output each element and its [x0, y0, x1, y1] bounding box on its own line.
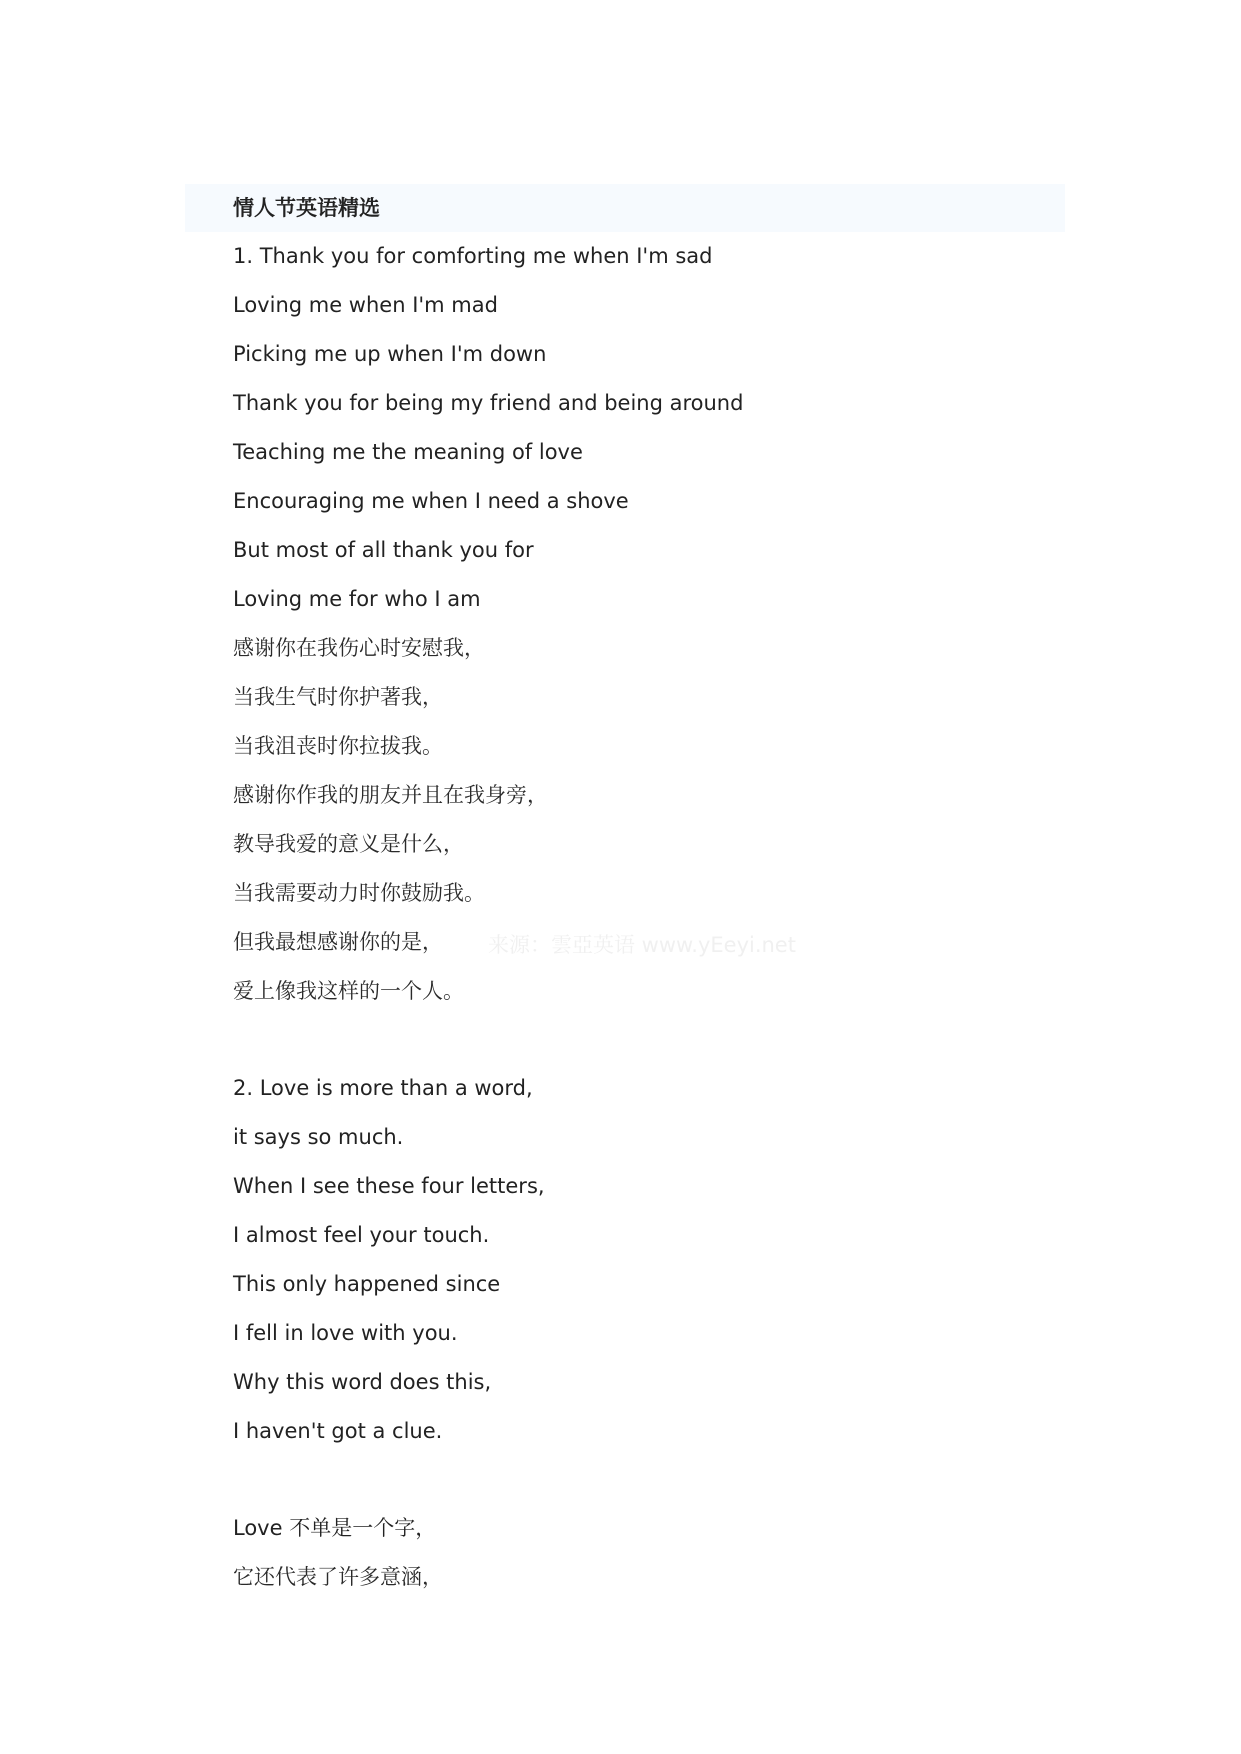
poem2-line-2: it says so much. [233, 1125, 404, 1149]
poem1-line-6: Encouraging me when I need a shove [233, 489, 629, 513]
poem2-line-1: 2. Love is more than a word, [233, 1076, 533, 1100]
page-title: 情人节英语精选 [233, 196, 380, 220]
poem1-line-1: 1. Thank you for comforting me when I'm sad [233, 244, 713, 268]
poem1-line-8: Loving me for who I am [233, 587, 481, 611]
poem2-line-4: I almost feel your touch. [233, 1223, 490, 1247]
poem1-zh-line-2: 当我生气时你护著我， [233, 685, 443, 709]
poem2-line-3: When I see these four letters, [233, 1174, 545, 1198]
poem2-line-7: Why this word does this, [233, 1370, 492, 1394]
poem1-zh-line-6: 当我需要动力时你鼓励我。 [233, 881, 485, 905]
poem1-zh-line-3: 当我沮丧时你拉拔我。 [233, 734, 443, 758]
poem2-zh-line-1-zh: 不单是一个字， [282, 1516, 437, 1540]
poem2-line-8: I haven't got a clue. [233, 1419, 443, 1443]
poem2-zh-line-1-en: Love [233, 1516, 283, 1540]
poem2-line-6: I fell in love with you. [233, 1321, 458, 1345]
poem2-line-5: This only happened since [233, 1272, 501, 1296]
poem1-line-7: But most of all thank you for [233, 538, 534, 562]
poem1-line-3: Picking me up when I'm down [233, 342, 547, 366]
poem1-zh-line-8: 爱上像我这样的一个人。 [233, 979, 464, 1003]
poem1-zh-line-1: 感谢你在我伤心时安慰我， [233, 636, 485, 660]
poem2-zh-line-2: 它还代表了许多意涵， [233, 1565, 443, 1589]
poem1-line-2: Loving me when I'm mad [233, 293, 498, 317]
poem1-line-4: Thank you for being my friend and being around [233, 391, 744, 415]
poem2-zh-line-1 [233, 1514, 436, 1542]
poem1-zh-line-5: 教导我爱的意义是什么， [233, 832, 464, 856]
poem1-zh-line-4: 感谢你作我的朋友并且在我身旁， [233, 783, 548, 807]
poem1-line-5: Teaching me the meaning of love [233, 440, 583, 464]
poem1-zh-line-7: 但我最想感谢你的是， [233, 930, 443, 954]
watermark-text: 来源：雲亞英语 www.yEeyi.net [488, 933, 796, 957]
